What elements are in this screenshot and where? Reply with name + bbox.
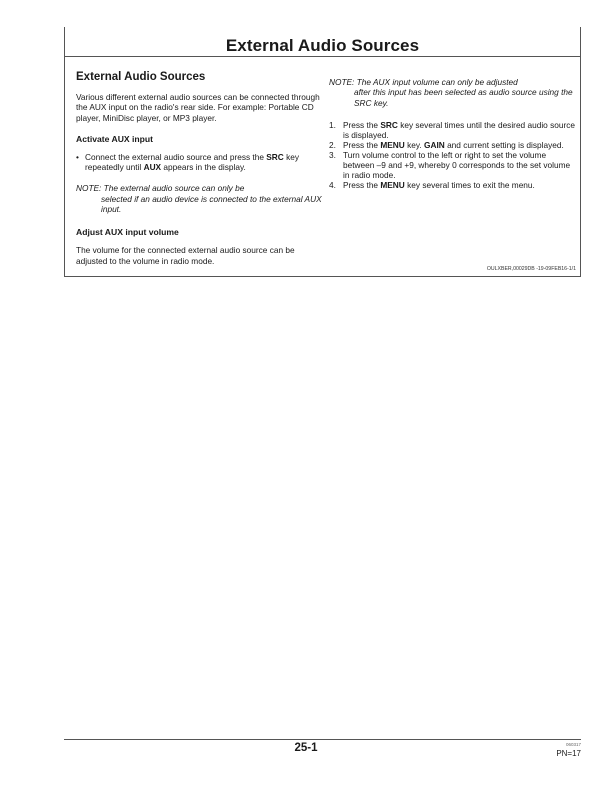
step-text-part: Press the — [343, 179, 381, 190]
step-number: 1. — [329, 119, 336, 130]
step-number: 4. — [329, 179, 336, 190]
key-label: MENU — [380, 179, 405, 190]
bullet-icon: • — [76, 151, 79, 162]
src-key-label: SRC — [266, 151, 284, 162]
bullet-text — [85, 152, 324, 173]
step-text — [343, 180, 535, 190]
key-label: MENU — [380, 139, 405, 150]
pn-label: PN=17 — [556, 749, 581, 758]
bullet-text-part: appears in the display. — [161, 162, 246, 173]
step-item — [329, 150, 577, 180]
adjust-volume-paragraph: The volume for the connected external audio source can be adjusted to the volume in radio mode. — [76, 245, 295, 266]
note-aux-volume — [329, 77, 577, 108]
content-box — [64, 57, 581, 277]
activate-aux-heading: Activate AUX input — [76, 133, 154, 144]
page-number: 25-1 — [294, 742, 318, 754]
step-text-part: and current setting is displayed. — [444, 139, 564, 150]
title-box — [64, 27, 581, 57]
step-text-part: key several times to exit the menu. — [404, 179, 535, 190]
note-rest: after this input has been selected as audio source using the SRC key. — [354, 87, 573, 108]
right-column — [329, 77, 577, 190]
step-item — [329, 120, 577, 140]
left-column — [76, 71, 324, 266]
page-title: External Audio Sources — [225, 36, 420, 55]
gain-label: GAIN — [424, 139, 445, 150]
step-text-part: key several times until the desired audio source is displayed. — [343, 119, 575, 140]
step-text — [343, 120, 577, 140]
note-first-line: NOTE: The external audio source can only be — [76, 183, 245, 194]
bullet-text-part: key repeatedly until — [85, 151, 300, 173]
step-text — [343, 140, 564, 150]
step-text-part: Press the — [343, 119, 381, 130]
step-text-part: Press the — [343, 139, 381, 150]
intro-paragraph: Various different external audio sources can be connected through the AUX input on the radio's rear side. For example: Portable CD player, MiniDisc player, or MP3 player. — [76, 92, 320, 123]
note-rest: selected if an audio device is connected to the external AUX input. — [101, 193, 322, 215]
steps-list — [329, 120, 577, 190]
step-number: 2. — [329, 139, 336, 150]
key-label: SRC — [380, 119, 398, 130]
footer-divider — [64, 739, 581, 740]
bullet-item — [76, 152, 324, 173]
note-aux-device — [76, 183, 324, 214]
step-item — [329, 140, 577, 150]
step-item — [329, 180, 577, 190]
note-first-line: NOTE: The AUX input volume can only be adjusted — [329, 77, 518, 87]
bullet-text-part: Connect the external audio source and press the — [85, 151, 267, 162]
adjust-volume-heading: Adjust AUX input volume — [76, 227, 179, 238]
step-text-part: key. — [404, 139, 425, 150]
aux-label: AUX — [143, 162, 162, 173]
reference-code: OULXBER,00029DB -19-09FEB16-1/1 — [486, 266, 576, 272]
section-heading: External Audio Sources — [76, 71, 206, 83]
step-number: 3. — [329, 149, 336, 160]
step-text: Turn volume control to the left or right to set the volume between –9 and +9, whereby 0 corresponds to the set volume in radio mode. — [343, 149, 571, 180]
footer-code: 060317 — [565, 742, 581, 747]
